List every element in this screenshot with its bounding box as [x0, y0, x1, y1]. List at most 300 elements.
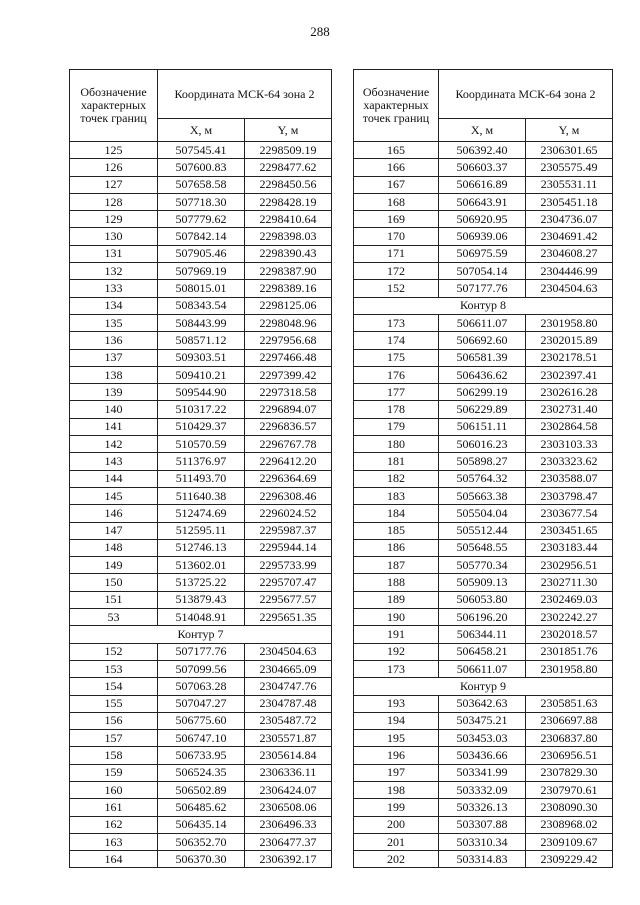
y-cell: 2307829.30 — [526, 764, 613, 781]
y-cell: 2304665.09 — [245, 660, 332, 677]
y-cell: 2304736.07 — [526, 211, 613, 228]
table-row — [70, 816, 332, 833]
point-cell: 143 — [70, 453, 158, 470]
y-cell: 2306697.88 — [526, 712, 613, 729]
x-cell: 503314.83 — [439, 851, 526, 868]
table-row — [354, 781, 613, 798]
x-cell: 506299.19 — [439, 384, 526, 401]
table-row — [354, 816, 613, 833]
y-cell: 2296836.57 — [245, 418, 332, 435]
point-cell: 144 — [70, 470, 158, 487]
point-cell: 188 — [354, 574, 439, 591]
table-row — [70, 505, 332, 522]
point-cell: 155 — [70, 695, 158, 712]
y-cell: 2306424.07 — [245, 781, 332, 798]
y-cell: 2308968.02 — [526, 816, 613, 833]
table-row — [354, 193, 613, 210]
point-cell: 172 — [354, 263, 439, 280]
y-cell: 2304504.63 — [245, 643, 332, 660]
point-cell: 168 — [354, 193, 439, 210]
y-cell: 2306336.11 — [245, 764, 332, 781]
y-cell: 2303798.47 — [526, 487, 613, 504]
coordinates-table-left — [69, 69, 332, 868]
y-cell: 2303588.07 — [526, 470, 613, 487]
point-cell: 181 — [354, 453, 439, 470]
y-cell: 2295944.14 — [245, 539, 332, 556]
point-cell: 127 — [70, 176, 158, 193]
point-cell: 130 — [70, 228, 158, 245]
x-cell: 506502.89 — [158, 781, 245, 798]
x-cell: 508571.12 — [158, 332, 245, 349]
x-cell: 509544.90 — [158, 384, 245, 401]
point-cell: 159 — [70, 764, 158, 781]
y-cell: 2306477.37 — [245, 833, 332, 850]
y-cell: 2296308.46 — [245, 487, 332, 504]
point-cell: 191 — [354, 626, 439, 643]
table-row — [70, 349, 332, 366]
page-number: 288 — [310, 24, 330, 39]
y-cell: 2298398.03 — [245, 228, 332, 245]
table-row — [70, 366, 332, 383]
header-y: Y, м — [526, 119, 613, 142]
point-cell: 176 — [354, 366, 439, 383]
x-cell: 503326.13 — [439, 799, 526, 816]
point-cell: 197 — [354, 764, 439, 781]
table-row — [354, 557, 613, 574]
table-row — [70, 487, 332, 504]
table-row — [70, 643, 332, 660]
y-cell: 2302397.41 — [526, 366, 613, 383]
table-body-right — [354, 142, 613, 868]
table-row — [70, 211, 332, 228]
x-cell: 506939.06 — [439, 228, 526, 245]
header-x: X, м — [439, 119, 526, 142]
table-row — [354, 349, 613, 366]
y-cell: 2303451.65 — [526, 522, 613, 539]
table-row — [354, 505, 613, 522]
x-cell: 507063.28 — [158, 678, 245, 695]
point-cell: 192 — [354, 643, 439, 660]
point-cell: 167 — [354, 176, 439, 193]
y-cell: 2302469.03 — [526, 591, 613, 608]
point-cell: 162 — [70, 816, 158, 833]
x-cell: 511493.70 — [158, 470, 245, 487]
x-cell: 512595.11 — [158, 522, 245, 539]
point-cell: 150 — [70, 574, 158, 591]
y-cell: 2298389.16 — [245, 280, 332, 297]
x-cell: 506747.10 — [158, 730, 245, 747]
table-row — [70, 609, 332, 626]
x-cell: 503307.88 — [439, 816, 526, 833]
point-cell: 190 — [354, 609, 439, 626]
point-cell: 125 — [70, 142, 158, 159]
header-point: Обозначение характерных точек границ — [70, 70, 158, 142]
x-cell: 506775.60 — [158, 712, 245, 729]
y-cell: 2298477.62 — [245, 159, 332, 176]
table-row — [354, 142, 613, 159]
point-cell: 165 — [354, 142, 439, 159]
y-cell: 2298410.64 — [245, 211, 332, 228]
point-cell: 128 — [70, 193, 158, 210]
header-x: X, м — [158, 119, 245, 142]
table-row — [70, 176, 332, 193]
table-body-left — [70, 142, 332, 868]
table-row — [70, 228, 332, 245]
point-cell: 146 — [70, 505, 158, 522]
x-cell: 505770.34 — [439, 557, 526, 574]
point-cell: 194 — [354, 712, 439, 729]
y-cell: 2305487.72 — [245, 712, 332, 729]
x-cell: 506344.11 — [439, 626, 526, 643]
point-cell: 160 — [70, 781, 158, 798]
table-row — [354, 332, 613, 349]
point-cell: 53 — [70, 609, 158, 626]
table-row — [354, 764, 613, 781]
point-cell: 163 — [70, 833, 158, 850]
point-cell: 147 — [70, 522, 158, 539]
x-cell: 507842.14 — [158, 228, 245, 245]
x-cell: 507054.14 — [439, 263, 526, 280]
table-row — [354, 833, 613, 850]
table-row — [354, 211, 613, 228]
y-cell: 2304691.42 — [526, 228, 613, 245]
table-row — [70, 470, 332, 487]
x-cell: 511640.38 — [158, 487, 245, 504]
table-row — [70, 764, 332, 781]
table-row — [70, 747, 332, 764]
table-row — [354, 228, 613, 245]
table-row — [70, 851, 332, 868]
point-cell: 183 — [354, 487, 439, 504]
x-cell: 506151.11 — [439, 418, 526, 435]
point-cell: 189 — [354, 591, 439, 608]
table-row — [70, 314, 332, 331]
header-coordinate: Координата МСК-64 зона 2 — [439, 70, 613, 119]
table-row — [354, 487, 613, 504]
table-row — [354, 660, 613, 677]
point-cell: 200 — [354, 816, 439, 833]
y-cell: 2304747.76 — [245, 678, 332, 695]
table-row — [70, 695, 332, 712]
table-row — [354, 747, 613, 764]
x-cell: 511376.97 — [158, 453, 245, 470]
x-cell: 506524.35 — [158, 764, 245, 781]
x-cell: 512474.69 — [158, 505, 245, 522]
point-cell: 129 — [70, 211, 158, 228]
y-cell: 2301958.80 — [526, 314, 613, 331]
x-cell: 503332.09 — [439, 781, 526, 798]
point-cell: 126 — [70, 159, 158, 176]
x-cell: 506581.39 — [439, 349, 526, 366]
table-row — [354, 799, 613, 816]
point-cell: 166 — [354, 159, 439, 176]
table-row — [70, 574, 332, 591]
table-row — [354, 574, 613, 591]
y-cell: 2303183.44 — [526, 539, 613, 556]
point-cell: 185 — [354, 522, 439, 539]
x-cell: 513879.43 — [158, 591, 245, 608]
point-cell: 198 — [354, 781, 439, 798]
contour-label: Контур 7 — [70, 626, 332, 643]
x-cell: 505898.27 — [439, 453, 526, 470]
x-cell: 506352.70 — [158, 833, 245, 850]
table-row — [70, 142, 332, 159]
x-cell: 507177.76 — [439, 280, 526, 297]
header-point: Обозначение характерных точек границ — [354, 70, 439, 142]
y-cell: 2307970.61 — [526, 781, 613, 798]
table-row — [354, 643, 613, 660]
y-cell: 2305575.49 — [526, 159, 613, 176]
point-cell: 180 — [354, 436, 439, 453]
table-row — [70, 159, 332, 176]
x-cell: 503436.66 — [439, 747, 526, 764]
y-cell: 2296894.07 — [245, 401, 332, 418]
point-cell: 139 — [70, 384, 158, 401]
point-cell: 179 — [354, 418, 439, 435]
x-cell: 507600.83 — [158, 159, 245, 176]
y-cell: 2308090.30 — [526, 799, 613, 816]
point-cell: 201 — [354, 833, 439, 850]
x-cell: 513602.01 — [158, 557, 245, 574]
point-cell: 158 — [70, 747, 158, 764]
y-cell: 2301958.80 — [526, 660, 613, 677]
x-cell: 506616.89 — [439, 176, 526, 193]
point-cell: 170 — [354, 228, 439, 245]
point-cell: 156 — [70, 712, 158, 729]
table-row — [70, 436, 332, 453]
point-cell: 193 — [354, 695, 439, 712]
contour-row — [70, 626, 332, 643]
table-row — [70, 522, 332, 539]
point-cell: 164 — [70, 851, 158, 868]
contour-row — [354, 297, 613, 314]
point-cell: 151 — [70, 591, 158, 608]
x-cell: 507047.27 — [158, 695, 245, 712]
point-cell: 133 — [70, 280, 158, 297]
table-row — [70, 678, 332, 695]
x-cell: 506485.62 — [158, 799, 245, 816]
table-row — [70, 591, 332, 608]
y-cell: 2306496.33 — [245, 816, 332, 833]
table-row — [70, 384, 332, 401]
header-coordinate: Координата МСК-64 зона 2 — [158, 70, 332, 119]
point-cell: 153 — [70, 660, 158, 677]
y-cell: 2302731.40 — [526, 401, 613, 418]
point-cell: 175 — [354, 349, 439, 366]
x-cell: 507658.58 — [158, 176, 245, 193]
point-cell: 169 — [354, 211, 439, 228]
x-cell: 505648.55 — [439, 539, 526, 556]
table-row — [354, 159, 613, 176]
table-row — [354, 712, 613, 729]
x-cell: 506436.62 — [439, 366, 526, 383]
table-row — [70, 297, 332, 314]
table-row — [70, 245, 332, 262]
table-row — [354, 366, 613, 383]
table-row — [70, 660, 332, 677]
x-cell: 503453.03 — [439, 730, 526, 747]
x-cell: 509410.21 — [158, 366, 245, 383]
x-cell: 507969.19 — [158, 263, 245, 280]
y-cell: 2298125.06 — [245, 297, 332, 314]
y-cell: 2304504.63 — [526, 280, 613, 297]
point-cell: 148 — [70, 539, 158, 556]
point-cell: 138 — [70, 366, 158, 383]
x-cell: 508443.99 — [158, 314, 245, 331]
point-cell: 195 — [354, 730, 439, 747]
y-cell: 2298428.19 — [245, 193, 332, 210]
y-cell: 2303323.62 — [526, 453, 613, 470]
y-cell: 2296024.52 — [245, 505, 332, 522]
x-cell: 506370.30 — [158, 851, 245, 868]
table-row — [354, 609, 613, 626]
x-cell: 505512.44 — [439, 522, 526, 539]
y-cell: 2302956.51 — [526, 557, 613, 574]
x-cell: 503341.99 — [439, 764, 526, 781]
point-cell: 199 — [354, 799, 439, 816]
table-row — [354, 522, 613, 539]
point-cell: 140 — [70, 401, 158, 418]
x-cell: 506920.95 — [439, 211, 526, 228]
x-cell: 506643.91 — [439, 193, 526, 210]
x-cell: 506458.21 — [439, 643, 526, 660]
y-cell: 2295651.35 — [245, 609, 332, 626]
x-cell: 506016.23 — [439, 436, 526, 453]
y-cell: 2304787.48 — [245, 695, 332, 712]
table-row — [354, 626, 613, 643]
y-cell: 2305451.18 — [526, 193, 613, 210]
point-cell: 186 — [354, 539, 439, 556]
y-cell: 2302864.58 — [526, 418, 613, 435]
y-cell: 2298390.43 — [245, 245, 332, 262]
point-cell: 173 — [354, 660, 439, 677]
y-cell: 2304608.27 — [526, 245, 613, 262]
table-row — [354, 314, 613, 331]
x-cell: 507177.76 — [158, 643, 245, 660]
x-cell: 510570.59 — [158, 436, 245, 453]
y-cell: 2306837.80 — [526, 730, 613, 747]
point-cell: 145 — [70, 487, 158, 504]
point-cell: 131 — [70, 245, 158, 262]
table-row — [354, 591, 613, 608]
table-row — [354, 436, 613, 453]
table-row — [70, 332, 332, 349]
x-cell: 503310.34 — [439, 833, 526, 850]
point-cell: 154 — [70, 678, 158, 695]
x-cell: 513725.22 — [158, 574, 245, 591]
x-cell: 514048.91 — [158, 609, 245, 626]
x-cell: 506053.80 — [439, 591, 526, 608]
point-cell: 132 — [70, 263, 158, 280]
y-cell: 2298387.90 — [245, 263, 332, 280]
y-cell: 2295707.47 — [245, 574, 332, 591]
y-cell: 2297466.48 — [245, 349, 332, 366]
contour-row — [354, 678, 613, 695]
point-cell: 152 — [70, 643, 158, 660]
point-cell: 174 — [354, 332, 439, 349]
point-cell: 135 — [70, 314, 158, 331]
y-cell: 2295677.57 — [245, 591, 332, 608]
table-row — [354, 176, 613, 193]
y-cell: 2303677.54 — [526, 505, 613, 522]
x-cell: 506611.07 — [439, 660, 526, 677]
point-cell: 141 — [70, 418, 158, 435]
point-cell: 178 — [354, 401, 439, 418]
table-row — [354, 280, 613, 297]
table-row — [354, 401, 613, 418]
point-cell: 137 — [70, 349, 158, 366]
y-cell: 2301851.76 — [526, 643, 613, 660]
table-row — [70, 453, 332, 470]
point-cell: 157 — [70, 730, 158, 747]
table-row — [70, 833, 332, 850]
x-cell: 505663.38 — [439, 487, 526, 504]
y-cell: 2304446.99 — [526, 263, 613, 280]
y-cell: 2295733.99 — [245, 557, 332, 574]
point-cell: 173 — [354, 314, 439, 331]
x-cell: 507545.41 — [158, 142, 245, 159]
point-cell: 171 — [354, 245, 439, 262]
x-cell: 510429.37 — [158, 418, 245, 435]
y-cell: 2306301.65 — [526, 142, 613, 159]
x-cell: 506196.20 — [439, 609, 526, 626]
table-row — [354, 263, 613, 280]
y-cell: 2296364.69 — [245, 470, 332, 487]
point-cell: 196 — [354, 747, 439, 764]
table-row — [354, 730, 613, 747]
y-cell: 2305614.84 — [245, 747, 332, 764]
table-row — [354, 695, 613, 712]
point-cell: 134 — [70, 297, 158, 314]
table-row — [354, 453, 613, 470]
x-cell: 508015.01 — [158, 280, 245, 297]
y-cell: 2296412.20 — [245, 453, 332, 470]
y-cell: 2306956.51 — [526, 747, 613, 764]
x-cell: 508343.54 — [158, 297, 245, 314]
x-cell: 506733.95 — [158, 747, 245, 764]
y-cell: 2302616.28 — [526, 384, 613, 401]
x-cell: 507905.46 — [158, 245, 245, 262]
point-cell: 187 — [354, 557, 439, 574]
table-row — [70, 557, 332, 574]
point-cell: 202 — [354, 851, 439, 868]
table-row — [354, 851, 613, 868]
x-cell: 506975.59 — [439, 245, 526, 262]
x-cell: 507779.62 — [158, 211, 245, 228]
y-cell: 2297399.42 — [245, 366, 332, 383]
y-cell: 2302242.27 — [526, 609, 613, 626]
table-row — [354, 245, 613, 262]
x-cell: 503475.21 — [439, 712, 526, 729]
y-cell: 2302178.51 — [526, 349, 613, 366]
y-cell: 2309109.67 — [526, 833, 613, 850]
table-row — [70, 712, 332, 729]
point-cell: 136 — [70, 332, 158, 349]
table-row — [70, 193, 332, 210]
x-cell: 503642.63 — [439, 695, 526, 712]
x-cell: 506611.07 — [439, 314, 526, 331]
y-cell: 2306392.17 — [245, 851, 332, 868]
y-cell: 2297956.68 — [245, 332, 332, 349]
point-cell: 152 — [354, 280, 439, 297]
point-cell: 177 — [354, 384, 439, 401]
point-cell: 161 — [70, 799, 158, 816]
table-row — [70, 730, 332, 747]
x-cell: 506392.40 — [439, 142, 526, 159]
table-row — [70, 401, 332, 418]
table-row — [70, 418, 332, 435]
table-row — [70, 263, 332, 280]
